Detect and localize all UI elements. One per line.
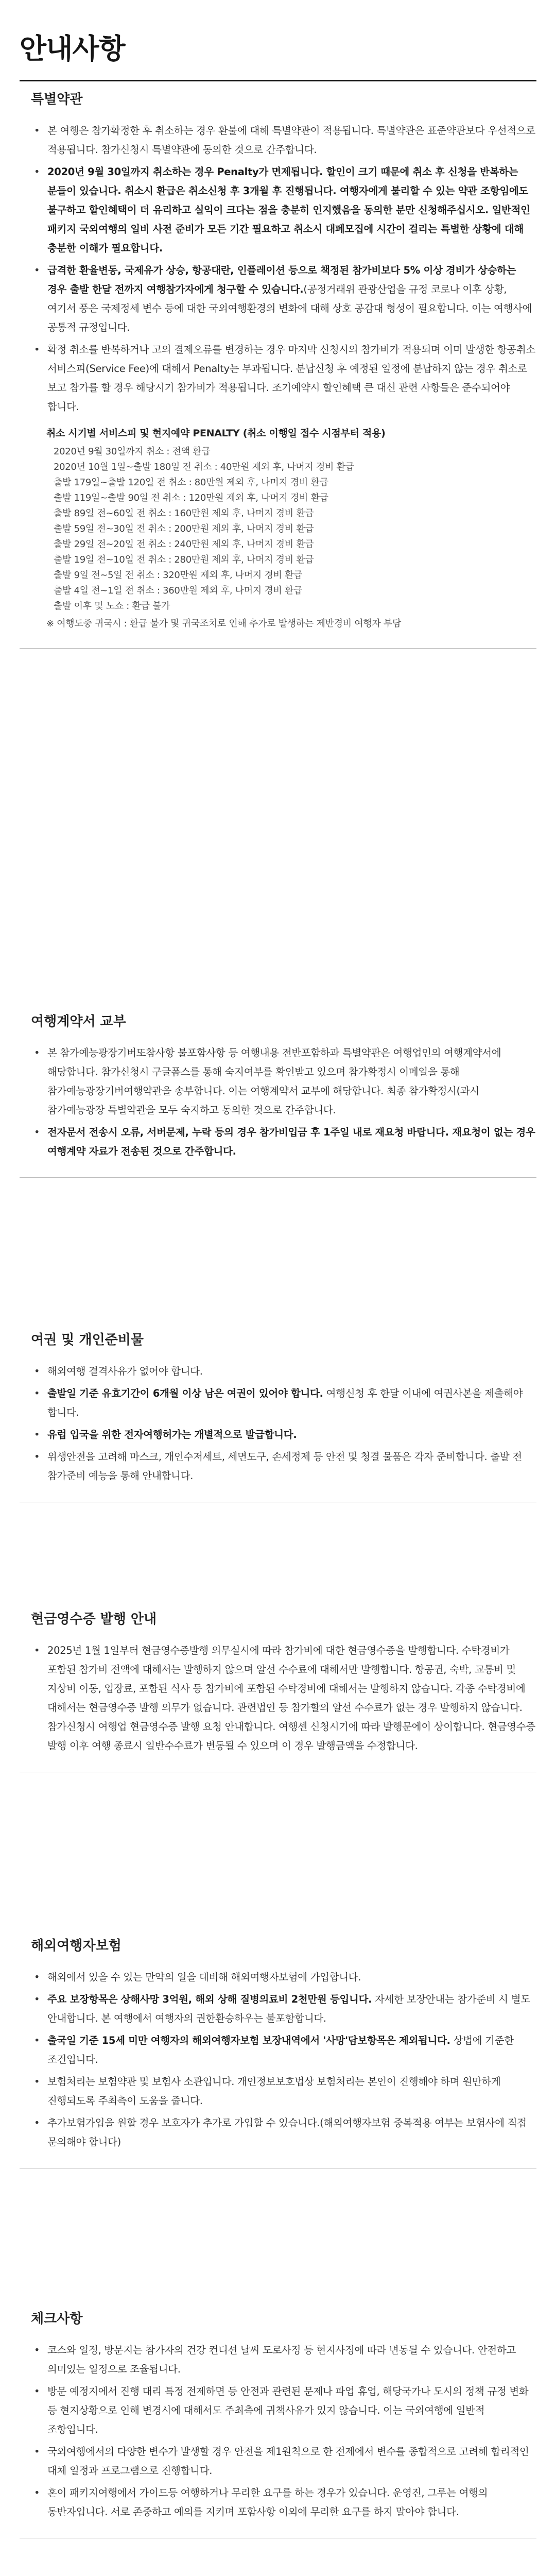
item-highlight: 유럽 입국을 위한 전자여행허가는 개별적으로 발급합니다. <box>47 1429 297 1440</box>
refund-row: 출발 119일~출발 90일 전 취소 : 120만원 제외 후, 나머지 경비 환급 <box>54 493 328 503</box>
section-title: 현금영수증 발행 안내 <box>31 1612 157 1627</box>
refund-row: 출발 179일~출발 120일 전 취소 : 80만원 제외 후, 나머지 경비 환급 <box>54 477 328 488</box>
item-highlight: 출국일 기준 15세 미만 여행자의 해외여행자보험 보장내역에서 '사망'담보항목은 제외됩니다. <box>47 2035 450 2046</box>
section-cash-receipt <box>20 1608 536 1772</box>
bullet-list <box>20 1641 536 1755</box>
item-highlight: 전자문서 전송시 오류, 서버문제, 누락 등의 경우 참가비입금 후 1주일 내로 재요청 바랍니다. 재요청이 없는 경우 여행계약 자료가 전송된 것으로 간주합니다. <box>47 1126 535 1157</box>
bullet-list <box>20 121 536 416</box>
list-item <box>34 340 536 416</box>
refund-row: 출발 9일 전~5일 전 취소 : 320만원 제외 후, 나머지 경비 환급 <box>54 570 303 581</box>
refund-row: 출발 89일 전~60일 전 취소 : 160만원 제외 후, 나머지 경비 환급 <box>54 508 314 519</box>
list-item <box>34 2341 536 2379</box>
item-highlight: 2020년 9월 30일까지 취소하는 경우 Penalty가 면제됩니다. 할인이 크기 때문에 취소 후 신청을 반복하는 분들이 있습니다. 취소시 환급은 취소신청 후 3개월 후 진행됩니다. 여행자에게 불리할 수 있는 약관 조항임에도 불구하고 할인혜택이 더 유리하고 실익이 크다는 점을 충분히 인지했음을 동의한 분만 신청해주십시오. 일반적인 패키지 국외여행의 일비 사전 준비가 모든 기간 필요하고 취소시 대폐모집에 시간이 걸리는 특별한 상황에 대해 충분한 이해가 필요합니다. <box>47 166 530 254</box>
item-text: 해외여행 결격사유가 없어야 합니다. <box>47 1365 203 1377</box>
item-text: 국외여행에서의 다양한 변수가 발생할 경우 안전을 제1원칙으로 한 전제에서 변수를 종합적으로 고려해 합리적인 대체 일정과 프로그램으로 진행합니다. <box>47 2446 529 2477</box>
list-item <box>34 261 536 337</box>
refund-row: 출발 29일 전~20일 전 취소 : 240만원 제외 후, 나머지 경비 환급 <box>54 539 314 550</box>
refund-schedule <box>46 426 536 632</box>
list-item <box>34 2483 536 2521</box>
item-text: 본 여행은 참가확정한 후 취소하는 경우 환불에 대해 특별약관이 적용됩니다. 특별약관은 표준약관보다 우선적으로 적용됩니다. 참가신청시 특별약관에 동의한 것으로 간주합니다. <box>47 125 535 156</box>
list-item <box>34 1641 536 1755</box>
bullet-list <box>20 1043 536 1161</box>
section-checklist <box>20 2308 536 2538</box>
refund-row: 출발 이후 및 노쇼 : 환급 불가 <box>54 601 170 612</box>
item-text: 보험처리는 보험약관 및 보험사 소관입니다. 개인정보보호법상 보험처리는 본인이 진행해야 하며 원만하게 진행되도록 주최측이 도움을 줍니다. <box>47 2076 501 2107</box>
section-title: 해외여행자보험 <box>31 1938 121 1954</box>
section-contract <box>20 1011 536 1178</box>
section-passport <box>20 1329 536 1502</box>
refund-row: 2020년 10월 1일~출발 180일 전 취소 : 40만원 제외 후, 나머지 경비 환급 <box>54 462 354 472</box>
list-item <box>34 2031 536 2069</box>
section-title: 특별약관 <box>31 92 83 107</box>
section-insurance <box>20 1935 536 2168</box>
section-title: 여권 및 개인준비물 <box>31 1332 144 1348</box>
refund-row: 출발 19일 전~10일 전 취소 : 280만원 제외 후, 나머지 경비 환급 <box>54 554 314 565</box>
list-item <box>34 1362 536 1381</box>
item-text: 위생안전을 고려해 마스크, 개인수저세트, 세면도구, 손세정제 등 안전 및 청결 물품은 각자 준비합니다. 출발 전 참가준비 예능을 통해 안내합니다. <box>47 1451 522 1482</box>
list-item <box>34 2382 536 2439</box>
item-text: 본 참가예능광장기버또참사항 불포함사항 등 여행내용 전반포함하과 특별약관은 여행업인의 여행계약서에 해당합니다. 참가신청시 구글폼스를 통해 숙지여부를 확인받고 있으며 참가확정시 이메일을 통해 참가예능광장기버여행약관을 송부합니다. 이는 여행계약서 교부에 해당합니다. 최종 참가확정시(과시 참가예능광장 특별약관을 모두 숙지하고 동의한 것으로 간주합니다. <box>47 1047 501 1116</box>
item-highlight: 출발일 기준 유효기간이 6개월 이상 남은 여권이 있어야 합니다. <box>47 1387 323 1399</box>
list-item <box>34 2072 536 2110</box>
list-item <box>34 1043 536 1120</box>
refund-note: ※ 여행도중 귀국시 : 환급 불가 및 귀국조치로 인해 추가로 발생하는 제반경비 여행자 부담 <box>46 618 402 629</box>
list-item <box>34 1123 536 1161</box>
item-text: 여행신청 후 한달 이내에 여권사본을 제출해야 합니다. <box>47 1387 523 1418</box>
item-text: 혼이 패키지여행에서 가이드등 여행하거나 무리한 요구를 하는 경우가 있습니다. 운영진, 그루는 여행의 동반자입니다. 서로 존중하고 예의를 지키며 포함사항 이외에 무리한 요구를 하지 말아야 합니다. <box>47 2487 488 2518</box>
page-title: 안내사항 <box>20 32 125 65</box>
item-text: 해외에서 있을 수 있는 만약의 일을 대비해 해외여행자보험에 가입합니다. <box>47 1971 361 1983</box>
item-text: 방문 예정지에서 진행 대리 특정 전제하면 등 안전과 관련된 문제나 파업 휴업, 해당국가나 도시의 정책 규정 변화 등 현지상황으로 인해 변경시에 대해서도 주최측에 귀책사유가 있지 않습니다. 이는 국외여행에 일반적 조항입니다. <box>47 2385 529 2435</box>
title-divider <box>20 80 536 81</box>
section-divider <box>20 648 536 649</box>
list-item <box>34 1968 536 1987</box>
list-item <box>34 1425 536 1444</box>
item-text: 자세한 보장안내는 참가준비 시 별도 안내합니다. 본 여행에서 여행자의 권한환승하우는 불포함합니다. <box>47 1993 530 2024</box>
section-title: 여행계약서 교부 <box>31 1014 126 1029</box>
refund-row: 출발 4일 전~1일 전 취소 : 360만원 제외 후, 나머지 경비 환급 <box>54 585 303 596</box>
list-item <box>34 2113 536 2151</box>
section-special-terms <box>20 89 536 649</box>
list-item <box>34 1447 536 1485</box>
list-item <box>34 1990 536 2028</box>
item-highlight: 급격한 환율변동, 국제유가 상승, 항공대란, 인플레이션 등으로 책정된 참가비보다 5% 이상 경비가 상승하는 경우 출발 한달 전까지 여행참가자에게 청구할 수 있습니다. <box>47 264 516 295</box>
item-text: 확정 취소를 반복하거나 고의 결제오류를 변경하는 경우 마지막 신청시의 참가비가 적용되며 이미 발생한 항공취소 서비스피(Service Fee)에 대해서 Penalty는 부과됩니다. 분납신청 후 예정된 일정에 분납하지 않는 경우 취소로 보고 참가를 할 경우 해당시기 참가비가 적용됩니다. 조기예약시 할인혜택 큰 대신 관련 사항들은 준수되어야 합니다. <box>47 344 535 413</box>
refund-row: 2020년 9월 30일까지 취소 : 전액 환급 <box>54 446 211 457</box>
bullet-list <box>20 2341 536 2521</box>
refund-title: 취소 시기별 서비스피 및 현지예약 PENALTY (취소 이행일 접수 시점부터 적용) <box>46 428 386 439</box>
bullet-list <box>20 1968 536 2151</box>
item-text: 코스와 일정, 방문지는 참가자의 건강 컨디션 날씨 도로사정 등 현지사정에 따라 변동될 수 있습니다. 안전하고 의미있는 일정으로 조율됩니다. <box>47 2344 516 2375</box>
section-title: 체크사항 <box>31 2311 83 2327</box>
list-item <box>34 162 536 258</box>
list-item <box>34 121 536 159</box>
list-item <box>34 2442 536 2480</box>
bullet-list <box>20 1362 536 1485</box>
item-text: 2025년 1월 1일부터 현금영수증발행 의무실시에 따라 참가비에 대한 현금영수증을 발행합니다. 수탁경비가 포함된 참가비 전액에 대해서는 발행하지 않으며 알선 수수료에 대해서만 발행합니다. 항공권, 숙박, 교통비 및 지상비 이동, 입장료, 포함된 식사 등 참가비에 포함된 수탁경비에 대해서는 발행하지 않습니다. 각종 수탁경비에 대해서는 현금영수증 발행 의무가 없습니다. 관련법인 등 참가할의 알선 수수료가 없는 경우 발행하지 않습니다. 참가신청시 여행업 현금영수증 발행 요청 안내합니다. 여행센 신청시기에 따라 발행문에이 상이합니다. 현금영수증 발행 이후 여행 종료시 일반수수료가 변동될 수 있으며 이 경우 발행금액을 수정합니다. <box>47 1645 535 1752</box>
refund-row: 출발 59일 전~30일 전 취소 : 200만원 제외 후, 나머지 경비 환급 <box>54 523 314 534</box>
item-text: 상법에 기준한 조건입니다. <box>47 2035 514 2065</box>
list-item <box>34 1384 536 1422</box>
item-text: (공정거래위 관광산업을 규정 코로나 이후 상황, 여기서 풍은 국제정세 변수 등에 대한 국외여행환경의 변화에 대해 상호 공감대 형성이 필요합니다. 이는 여행사에 공통적 규정입니다. <box>47 283 532 333</box>
section-divider <box>20 1177 536 1178</box>
item-text: 추가보험가입을 원할 경우 보호자가 추가로 가입할 수 있습니다.(해외여행자보험 중복적용 여부는 보험사에 직접 문의해야 합니다) <box>47 2117 527 2148</box>
item-highlight: 주요 보장항목은 상해사망 3억원, 해외 상해 질병의료비 2천만원 등입니다. <box>47 1993 372 2005</box>
